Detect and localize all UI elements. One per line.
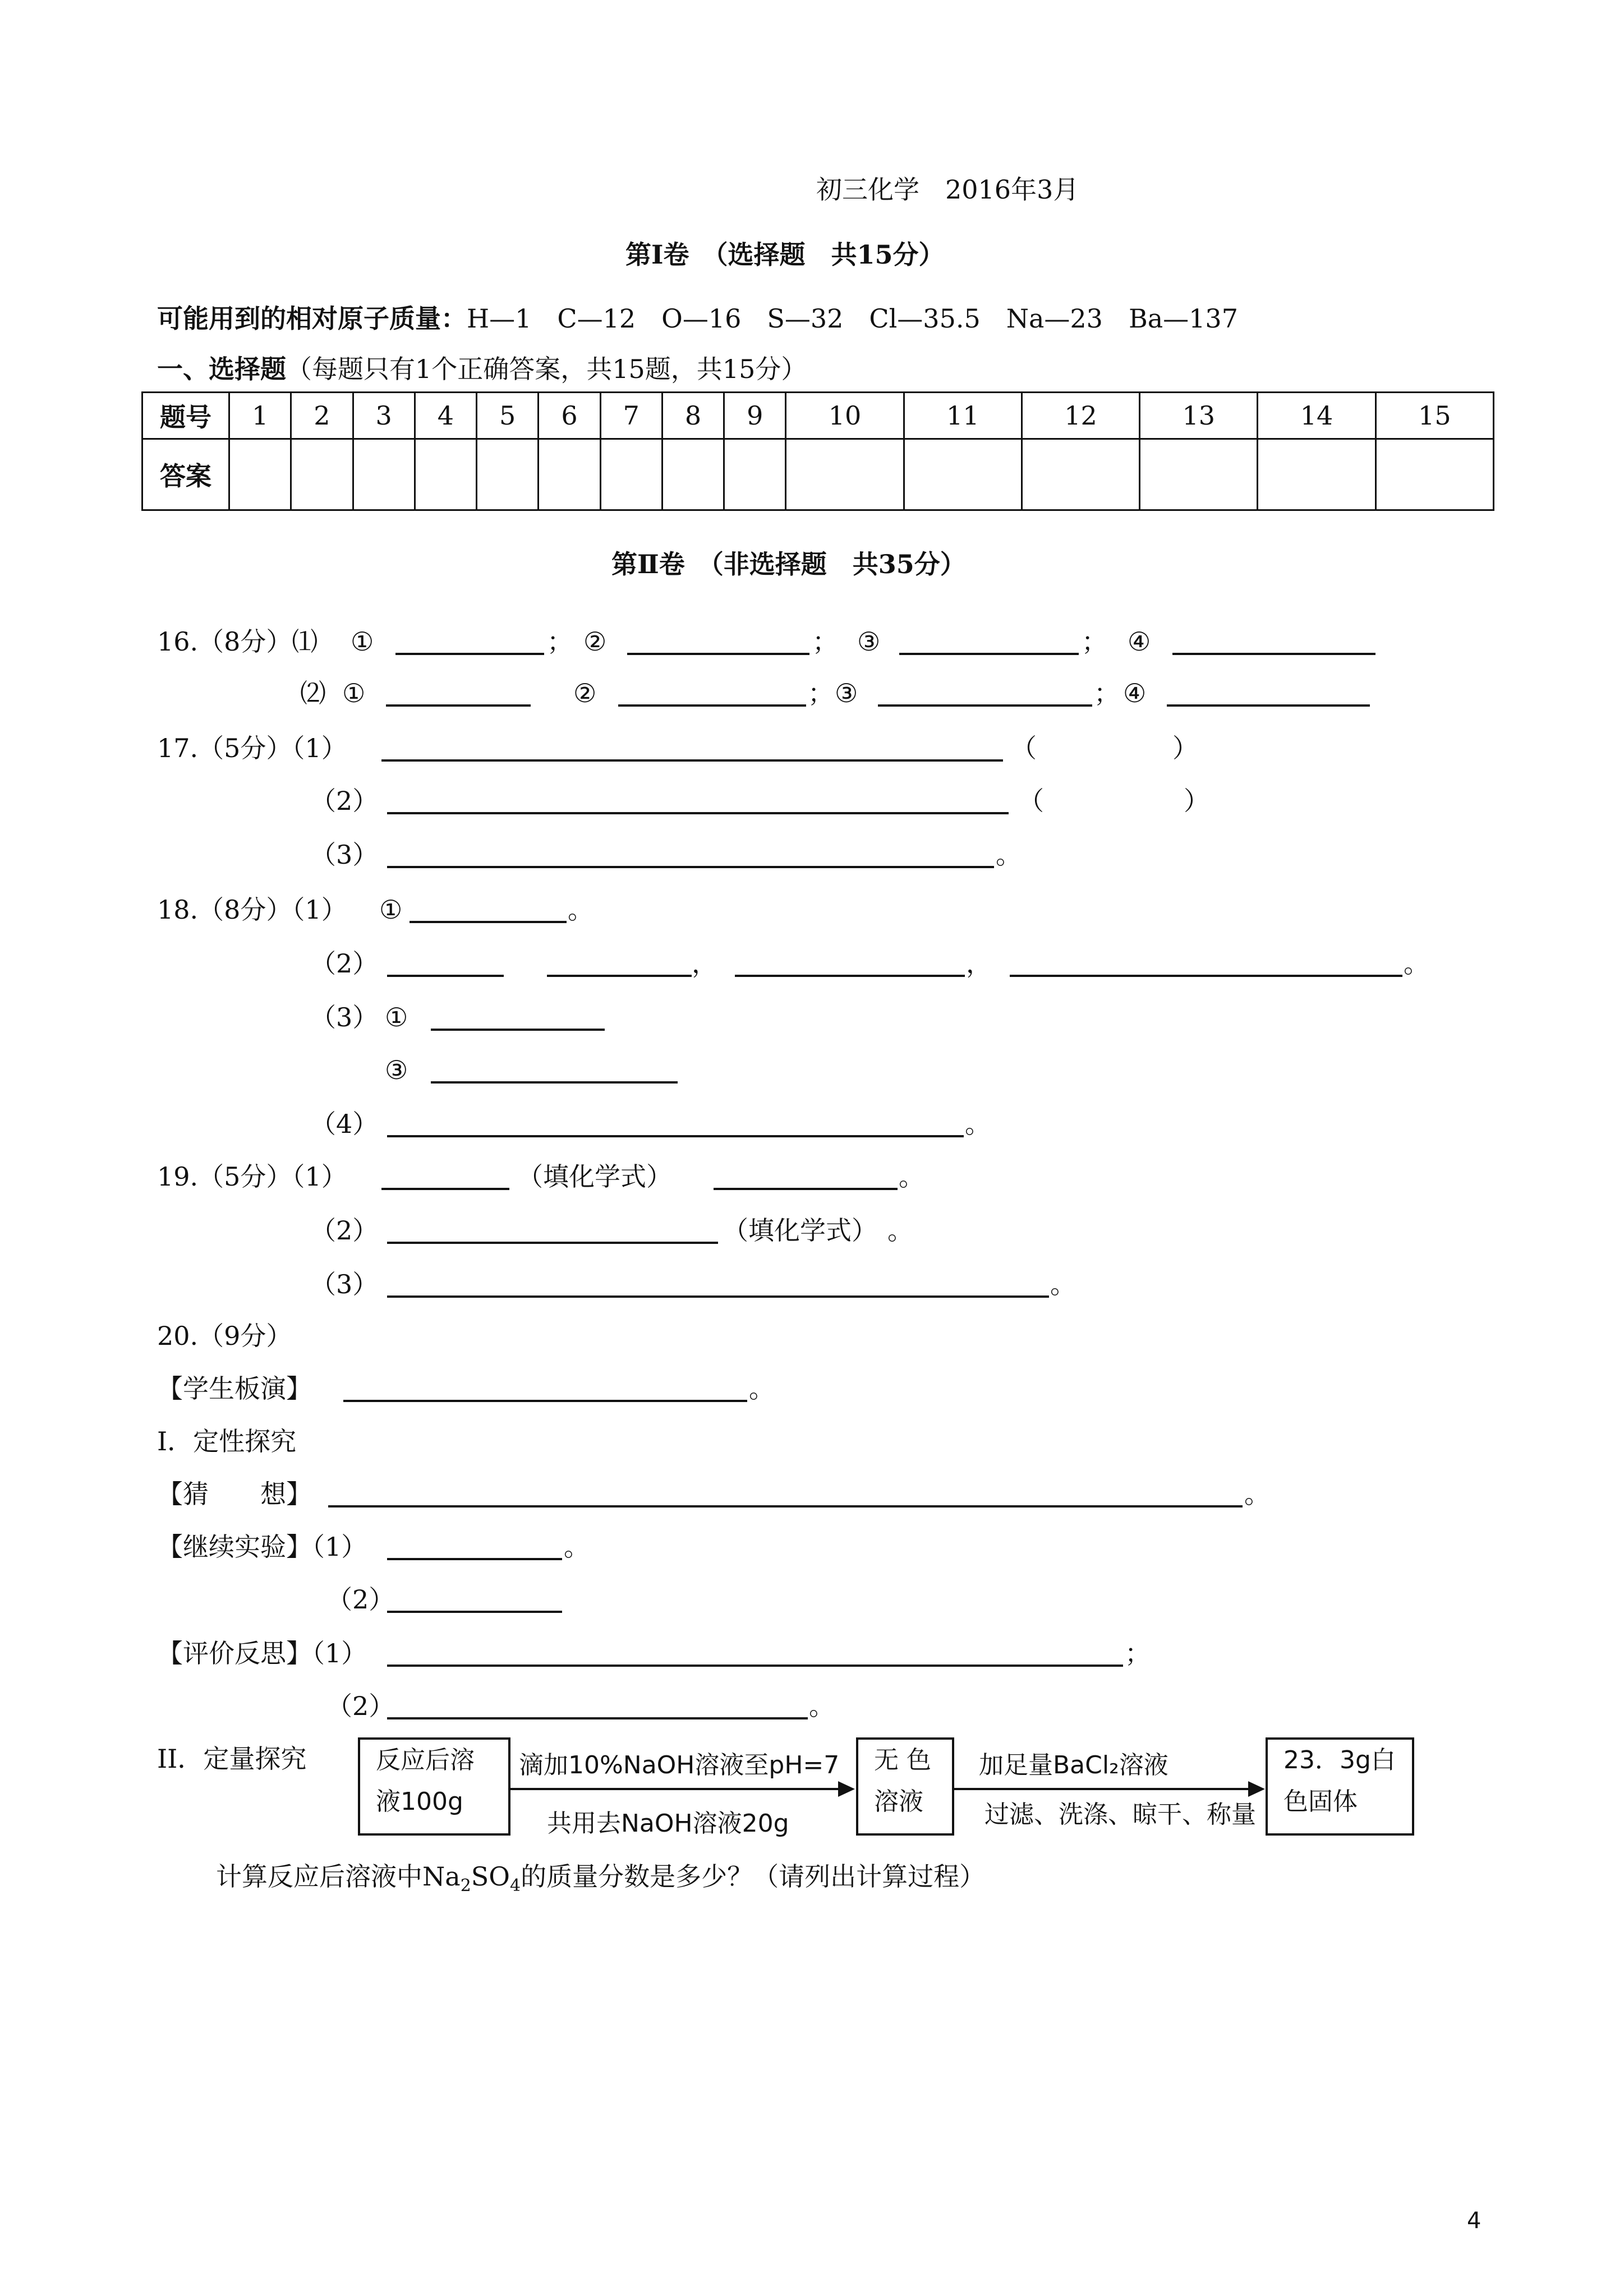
q20-continue2-label: （2） <box>326 1584 395 1615</box>
flow-box-white-solid <box>1266 1737 1414 1836</box>
answer-cell[interactable] <box>353 439 415 510</box>
flow-box-reaction-solution <box>358 1737 510 1836</box>
q20-continue-blank2[interactable] <box>387 1611 562 1613</box>
flow-box2-line2: 溶液 <box>874 1787 923 1816</box>
q18-p3-label: （3） <box>310 1002 379 1032</box>
answer-cell[interactable] <box>539 439 600 510</box>
q20-eval-label: 【评价反思】（1） <box>157 1638 367 1668</box>
q17-p2-blank[interactable] <box>387 812 1009 814</box>
q20-eval2-end: 。 <box>809 1691 835 1721</box>
q18-p3-blank1[interactable] <box>431 1029 605 1031</box>
exam-header: 初三化学 2016年3月 <box>816 174 1079 205</box>
q19-p2-note: （填化学式） <box>723 1215 877 1246</box>
atomic-mass-line <box>157 302 1238 335</box>
flow-arrow1-shaft <box>510 1788 839 1790</box>
q20-eval-blank2[interactable] <box>387 1717 808 1719</box>
flow-box3-line1: 23．3g白 <box>1283 1746 1396 1774</box>
q20-qualitative-heading: Ⅰ．定性探究 <box>157 1426 297 1456</box>
table-cell-number: 4 <box>415 393 476 439</box>
answer-cell[interactable] <box>600 439 662 510</box>
q18-p3-c1: ① <box>385 1002 408 1032</box>
flow-box1-line1: 反应后溶 <box>376 1746 475 1774</box>
q18-p2-blank1[interactable] <box>387 975 504 977</box>
q18-p3-blank3[interactable] <box>431 1081 678 1084</box>
q19-p2-end: 。 <box>887 1215 913 1246</box>
answer-cell[interactable] <box>1140 439 1258 510</box>
q20-guess-end: 。 <box>1244 1479 1270 1509</box>
answer-cell[interactable] <box>786 439 904 510</box>
q16-r2-blank3[interactable] <box>878 704 1092 707</box>
q16-r1-c3: ③ <box>857 626 881 657</box>
q20-eval2-label: （2） <box>326 1691 395 1721</box>
q19-p1-end: 。 <box>899 1161 924 1192</box>
q20-eval-semi: ； <box>1125 1638 1151 1668</box>
calc-sub1: 2 <box>460 1876 471 1896</box>
q19-p3-end: 。 <box>1050 1269 1076 1299</box>
q18-label: 18.（8分）（1） <box>157 895 347 925</box>
answer-cell[interactable] <box>229 439 291 510</box>
calc-text-mid: SO <box>471 1861 510 1892</box>
section-note: （每题只有1个正确答案，共15题，共15分） <box>286 354 807 384</box>
q20-quantitative-heading: II．定量探究 <box>157 1744 307 1774</box>
q19-p2-blank[interactable] <box>387 1242 718 1244</box>
q16-r2-semi2: ； <box>808 678 834 708</box>
calc-text-post: 的质量分数是多少？（请列出计算过程） <box>521 1861 986 1892</box>
q19-p3-blank[interactable] <box>387 1295 1049 1298</box>
answer-cell[interactable] <box>415 439 476 510</box>
table-row-label-answer: 答案 <box>142 439 229 510</box>
q16-r2-c4: ④ <box>1123 678 1147 708</box>
table-cell-number: 8 <box>662 393 724 439</box>
answer-cell[interactable] <box>1375 439 1493 510</box>
q16-r1-c2: ② <box>583 626 607 657</box>
flow-arrow1-top-text: 滴加10%NaOH溶液至pH=7 <box>519 1751 840 1779</box>
table-row-numbers <box>142 393 1494 439</box>
atomic-mass-values: H—1 C—12 O—16 S—32 Cl—35.5 Na—23 Ba—137 <box>467 303 1238 334</box>
answer-cell[interactable] <box>1022 439 1139 510</box>
q17-p1-paren-open: （ <box>1011 733 1037 763</box>
q17-p2-paren-open: （ <box>1018 786 1044 816</box>
q16-label: 16.（8分）⑴ <box>157 626 318 657</box>
table-cell-number: 6 <box>539 393 600 439</box>
part1-title: 第Ⅰ卷 （选择题 共15分） <box>625 239 945 270</box>
q17-p2-label: （2） <box>310 786 379 816</box>
q16-r1-c4: ④ <box>1128 626 1151 657</box>
section-label: 一、选择题 <box>157 354 286 384</box>
q18-p3-c3: ③ <box>385 1055 408 1085</box>
q18-p2-comma1: ， <box>692 948 717 979</box>
q16-r1-blank4[interactable] <box>1172 653 1375 655</box>
table-cell-number: 7 <box>600 393 662 439</box>
q20-guess-blank[interactable] <box>328 1505 1243 1507</box>
q19-p2-label: （2） <box>310 1215 379 1246</box>
q20-demo-blank[interactable] <box>343 1400 747 1402</box>
q18-p2-blank2[interactable] <box>547 975 692 977</box>
answer-cell[interactable] <box>291 439 353 510</box>
q18-p1-c1: ① <box>379 895 403 925</box>
q20-eval-blank1[interactable] <box>387 1665 1123 1667</box>
q18-p4-end: 。 <box>965 1109 991 1139</box>
q20-calc-prompt <box>216 1860 985 1903</box>
q17-label: 17.（5分）（1） <box>157 733 347 763</box>
flow-arrow1-bottom-text: 共用去NaOH溶液20g <box>547 1809 789 1838</box>
q16-r1-semi1: ； <box>547 626 573 657</box>
flow-arrow2-bottom-text: 过滤、洗涤、晾干、称量 <box>984 1800 1256 1829</box>
q18-p4-label: （4） <box>310 1109 379 1139</box>
answer-cell[interactable] <box>724 439 786 510</box>
q19-p3-label: （3） <box>310 1269 379 1299</box>
q20-demo-label: 【学生板演】 <box>157 1373 312 1404</box>
q19-label: 19.（5分）（1） <box>157 1161 347 1192</box>
q16-r1-blank1[interactable] <box>395 653 544 655</box>
q16-r1-semi2: ； <box>812 626 838 657</box>
table-cell-number: 5 <box>477 393 539 439</box>
q18-p1-blank[interactable] <box>410 921 567 923</box>
flow-arrow2-shaft <box>954 1788 1249 1790</box>
table-cell-number: 14 <box>1258 393 1375 439</box>
part2-title: 第Ⅱ卷 （非选择题 共35分） <box>611 549 966 579</box>
q17-p3-end: 。 <box>996 840 1022 870</box>
flow-box3-line2: 色固体 <box>1283 1787 1358 1816</box>
q16-r2-c1: ① <box>342 678 366 708</box>
q16-r2-label: ⑵ <box>300 678 326 708</box>
q16-r2-c3: ③ <box>835 678 858 708</box>
answer-cell[interactable] <box>1258 439 1375 510</box>
table-cell-number: 1 <box>229 393 291 439</box>
calc-text-pre: 计算反应后溶液中Na <box>216 1861 461 1892</box>
q20-continue-end: 。 <box>564 1532 590 1562</box>
table-row-answers <box>142 439 1494 510</box>
q20-label: 20.（9分） <box>157 1321 292 1351</box>
calc-sub2: 4 <box>510 1876 521 1896</box>
section-heading <box>157 352 807 386</box>
flow-box2-line1: 无 色 <box>874 1746 931 1774</box>
table-cell-number: 10 <box>786 393 904 439</box>
q20-demo-end: 。 <box>749 1373 775 1404</box>
q16-r2-semi3: ； <box>1094 678 1120 708</box>
q16-r1-semi3: ； <box>1082 626 1107 657</box>
table-cell-number: 2 <box>291 393 353 439</box>
q19-p1-blank2[interactable] <box>714 1188 898 1190</box>
table-cell-number: 3 <box>353 393 415 439</box>
flow-arrow1-head-icon <box>838 1781 855 1797</box>
q17-p3-label: （3） <box>310 840 379 870</box>
page-number: 4 <box>1467 2208 1482 2234</box>
answer-cell[interactable] <box>662 439 724 510</box>
q16-r2-blank2[interactable] <box>618 704 806 707</box>
q17-p1-paren-close: ） <box>1172 733 1198 763</box>
q18-p2-blank4[interactable] <box>1010 975 1402 977</box>
q19-p1-blank1[interactable] <box>381 1188 509 1190</box>
q16-r2-c2: ② <box>573 678 597 708</box>
answer-cell[interactable] <box>477 439 539 510</box>
q16-r1-blank3[interactable] <box>899 653 1079 655</box>
q20-continue-blank1[interactable] <box>387 1558 562 1560</box>
q18-p2-blank3[interactable] <box>735 975 965 977</box>
table-row-label-number: 题号 <box>142 393 229 439</box>
q18-p2-label: （2） <box>310 948 379 979</box>
q18-p4-blank[interactable] <box>387 1135 964 1137</box>
atomic-mass-label: 可能用到的相对原子质量： <box>157 303 467 334</box>
q17-p3-blank[interactable] <box>387 866 994 868</box>
q17-p2-paren-close: ） <box>1184 786 1209 816</box>
flow-arrow2-head-icon <box>1248 1781 1265 1797</box>
q16-r2-blank1[interactable] <box>386 704 531 707</box>
answer-cell[interactable] <box>904 439 1022 510</box>
table-cell-number: 15 <box>1375 393 1493 439</box>
q18-p2-end: 。 <box>1404 948 1429 979</box>
q17-p1-blank[interactable] <box>381 759 1003 762</box>
q18-p1-end: 。 <box>568 895 594 925</box>
answer-table <box>141 391 1494 511</box>
flow-box1-line2: 液100g <box>376 1787 463 1816</box>
flow-arrow2-top-text: 加足量BaCl₂溶液 <box>979 1751 1168 1779</box>
q16-r2-blank4[interactable] <box>1167 704 1370 707</box>
table-cell-number: 12 <box>1022 393 1139 439</box>
flow-box-colorless-solution <box>856 1737 954 1836</box>
q16-r1-c1: ① <box>351 626 374 657</box>
table-cell-number: 11 <box>904 393 1022 439</box>
table-cell-number: 9 <box>724 393 786 439</box>
q18-p2-comma2: ， <box>966 948 992 979</box>
q20-guess-label: 【猜 想】 <box>157 1479 312 1509</box>
q19-p1-note: （填化学式） <box>517 1161 672 1192</box>
table-cell-number: 13 <box>1140 393 1258 439</box>
q20-continue-label: 【继续实验】（1） <box>157 1532 367 1562</box>
q16-r1-blank2[interactable] <box>627 653 809 655</box>
